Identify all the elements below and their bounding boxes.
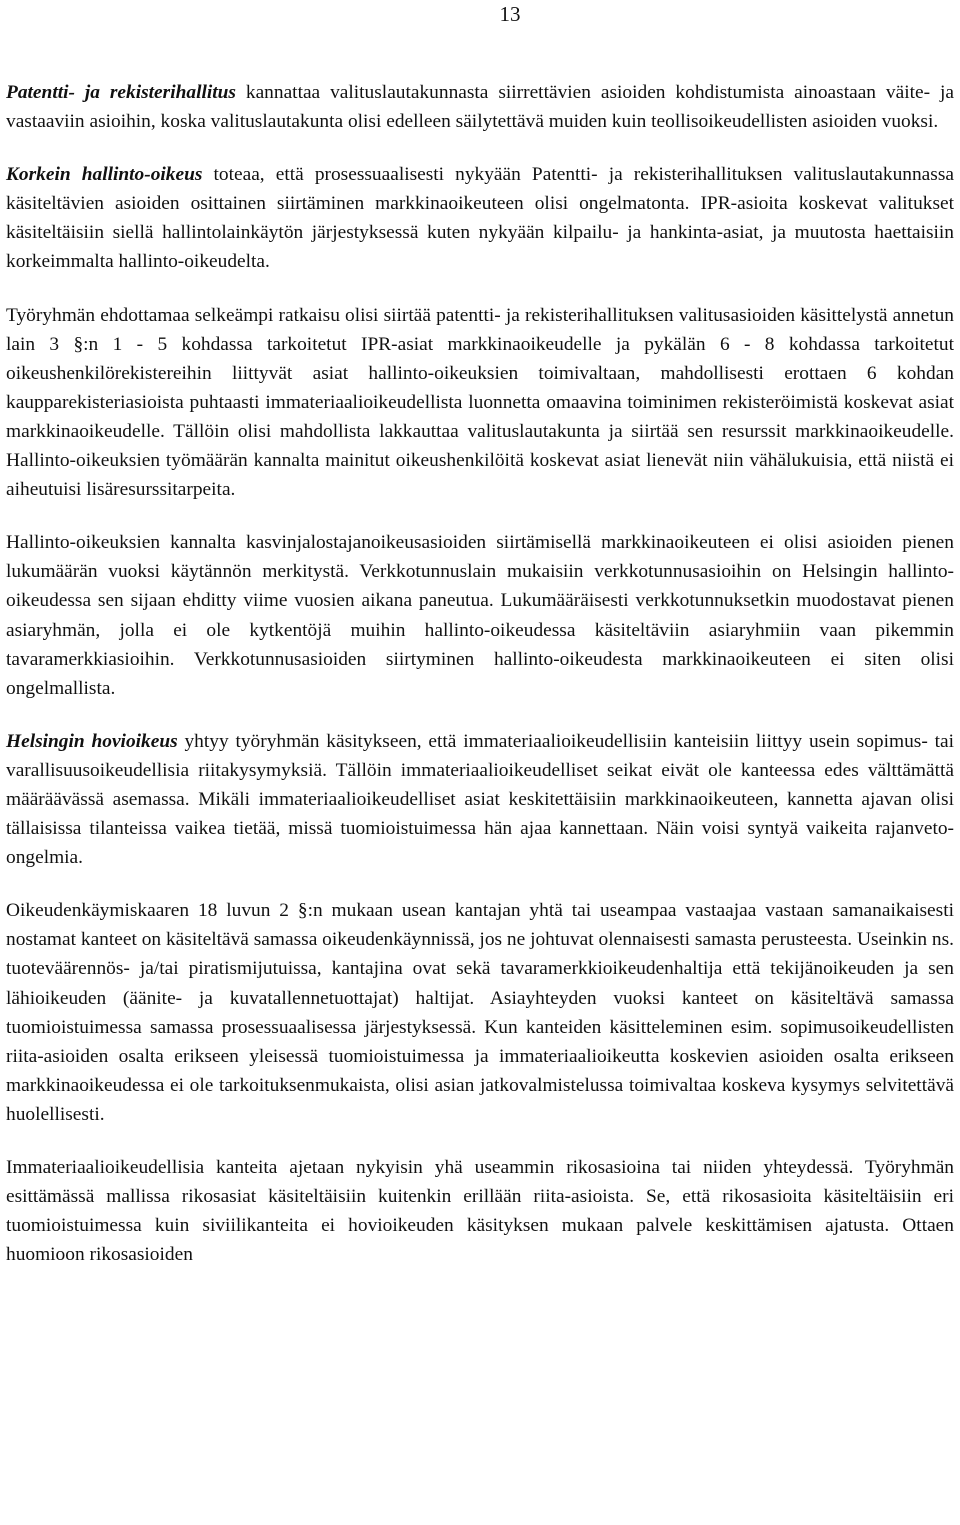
paragraph-lead: Helsingin hovioikeus	[6, 730, 178, 752]
paragraph	[6, 528, 954, 703]
paragraph-text: yhtyy työryhmän käsitykseen, että immateriaalioikeudellisiin kanteisiin liittyy usein sopimus- tai varallisuusoikeudellisia riitakysymyksiä. Tällöin immateriaalioikeudelliset seikat eivät ole kanteessa edes välttämättä määräävässä asemassa. Mikäli immateriaalioikeudelliset asiat keskitettäisiin markkinaoikeuteen, kannetta ajavan olisi tällaisissa tilanteissa vaikea tietää, missä tuomioistuimessa hän ajaa kannettaan. Näin voisi syntyä vaikeita rajanveto-ongelmia.	[6, 730, 954, 869]
paragraph-text: Työryhmän ehdottamaa selkeämpi ratkaisu olisi siirtää patentti- ja rekisterihallituksen valitusasioiden käsittelystä annetun lain 3 §:n 1 - 5 kohdassa tarkoitetut IPR-asiat markkinaoikeudelle ja pykälän 6 - 8 kohdassa tarkoitetut oikeushenkilörekistereihin liittyvät asiat hallinto-oikeuksien toimivaltaan, mahdollisesti erottaen 6 kohdan kaupparekisteriasioista puhtaasti immateriaalioikeudellista luonnetta omaavina toiminimen rekisteröimistä koskevat asiat markkinaoikeudelle. Tällöin olisi mahdollista lakkauttaa valituslautakunta ja siirtää sen resurssit markkinaoikeudelle. Hallinto-oikeuksien työmäärän kannalta mainitut oikeushenkilöitä koskevat asiat lienevät niin vähälukuisia, että niistä ei aiheutuisi lisäresurssitarpeita.	[6, 304, 954, 501]
paragraph-text: Hallinto-oikeuksien kannalta kasvinjalostajanoikeusasioiden siirtämisellä markkinaoikeuteen ei olisi asioiden pienen lukumäärän vuoksi käytännön merkitystä. Verkkotunnuslain mukaisiin verkkotunnusasioihin on Helsingin hallinto-oikeudessa sen sijaan ehditty viime vuosien aikana paneutua. Lukumääräisesti verkkotunnuksetkin muodostavat pienen asiaryhmän, jolla ei ole kytkentöjä muihin hallinto-oikeudessa käsiteltäviin asiaryhmiin vaan pikemmin tavaramerkkiasioihin. Verkkotunnusasioiden siirtyminen hallinto-oikeudesta markkinaoikeuteen ei siten olisi ongelmallista.	[6, 532, 954, 699]
paragraph-text: Immateriaalioikeudellisia kanteita ajetaan nykyisin yhä useammin rikosasioina tai niiden yhteydessä. Työryhmän esittämässä mallissa rikosasiat käsiteltäisiin kuitenkin erillään riita-asioista. Se, että rikosasioita käsiteltäisiin eri tuomioistuimessa kuin siviilikanteita ei hovioikeuden käsityksen mukaan palvele keskittämisen ajatusta. Ottaen huomioon rikosasioiden	[6, 1157, 954, 1266]
paragraph-text: Oikeudenkäymiskaaren 18 luvun 2 §:n mukaan usean kantajan yhtä tai useampaa vastaajaa vastaan samanaikaisesti nostamat kanteet on käsiteltävä samassa oikeudenkäynnissä, jos ne johtuvat olennaisesti samasta perusteesta. Useinkin ns. tuoteväärennös- ja/tai piratismijutuissa, kantajina ovat sekä tavaramerkkioikeudenhaltija että tekijänoikeuden ja sen lähioikeuden (äänite- ja kuvatallennetuottajat) haltijat. Asiayhteyden vuoksi kanteet on käsiteltävä samassa tuomioistuimessa samassa prosessuaalisessa järjestyksessä. Kun kanteiden käsitteleminen esim. sopimusoikeudellisten riita-asioiden osalta erikseen yleisessä tuomioistuimessa ja immateriaalioikeutta koskevien asioiden osalta erikseen markkinaoikeudessa ei ole tarkoituksenmukaista, olisi asian jatkovalmistelussa toimivaltaa koskeva kysymys selvitettävä huolellisesti.	[6, 900, 954, 1125]
paragraph-text: toteaa, että prosessuaalisesti nykyään Patentti- ja rekisterihallituksen valituslautakunnassa käsiteltävien asioiden osittainen siirtäminen markkinaoikeuteen olisi ongelmatonta. IPR-asioita koskevat valitukset käsiteltäisiin siellä hallintolainkäytön järjestyksessä kuten nykyään kilpailu- ja hankinta-asiat, ja muutosta haettaisiin korkeimmalta hallinto-oikeudelta.	[6, 164, 954, 273]
paragraph	[6, 160, 954, 276]
paragraph	[6, 727, 954, 872]
paragraph	[6, 1153, 954, 1269]
document-body	[6, 78, 954, 1293]
paragraph	[6, 301, 954, 505]
paragraph-text: kannattaa valituslautakunnasta siirrettävien asioiden kohdistumista ainoastaan väite- ja vastaaviin asioihin, koska valituslautakunta olisi edelleen säilytettävä muiden kuin teollisoikeudellisten asioiden vuoksi.	[6, 82, 954, 133]
paragraph-lead: Korkein hallinto-oikeus	[6, 164, 203, 186]
paragraph	[6, 78, 954, 136]
paragraph-lead: Patentti- ja rekisterihallitus	[6, 82, 236, 103]
page-number: 13	[499, 2, 521, 26]
paragraph	[6, 896, 954, 1129]
